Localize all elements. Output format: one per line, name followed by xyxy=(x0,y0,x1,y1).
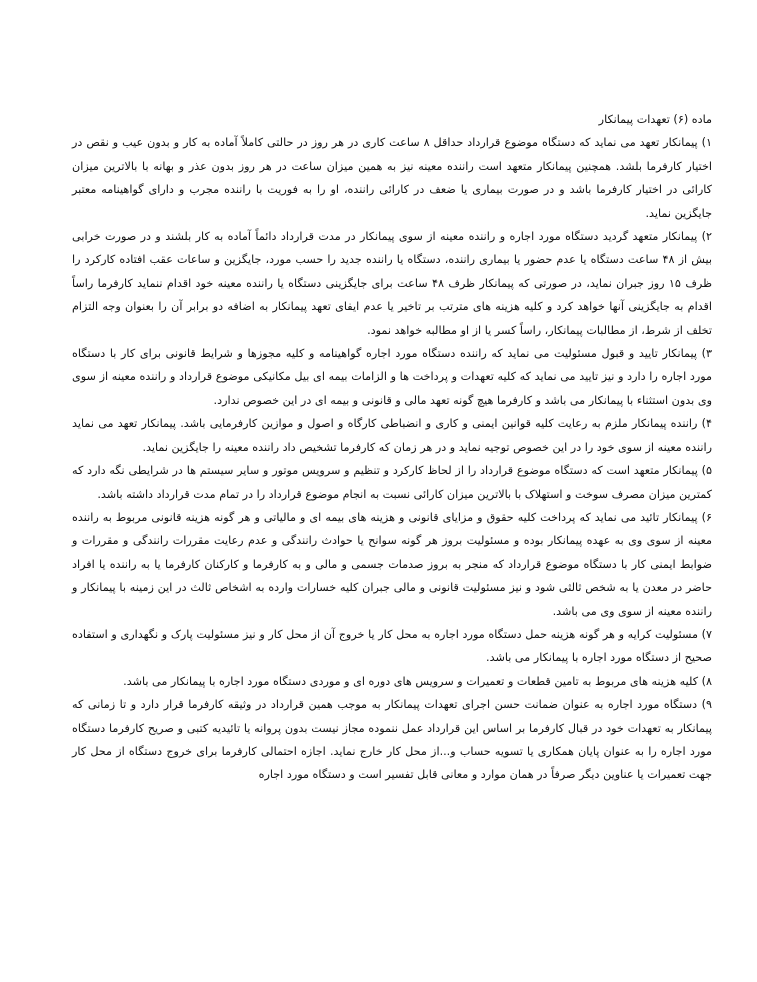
clause-9: ۹) دستگاه مورد اجاره به عنوان ضمانت حسن اجرای تعهدات پیمانکار به موجب همین قرارداد در وثیقه کارفرما قرار دارد و تا زمانی که پیمانکار به تعهدات خود در قبال کارفرما بر اساس این قرارداد عمل ننموده مجاز نیست بدون پروانه یا تائیدیه کتبی و صریح کارفرما دستگاه مورد اجاره را به عنوان پایان همکاری یا تسویه حساب و...از محل کار خارج نماید. اجازه احتمالی کارفرما برای خروج دستگاه از محل کار جهت تعمیرات یا عناوین دیگر صرفاً در همان موارد و معانی قابل تفسیر است و دستگاه مورد اجاره xyxy=(72,698,712,782)
clause-4: ۴) راننده پیمانکار ملزم به رعایت کلیه قوانین ایمنی و کاری و انضباطی کارگاه و اصول و موازین کارفرمایی باشد. پیمانکار تعهد می نماید راننده معینه از سوی خود را در این خصوص توجیه نماید و در هر زمان که کارفرما تشخیص داد راننده معینه را جایگزین نماید. xyxy=(72,417,712,454)
clause-6: ۶) پیمانکار تائید می نماید که پرداخت کلیه حقوق و مزایای قانونی و هزینه های بیمه ای و مالیاتی و هر گونه هزینه قانونی مربوط به راننده معینه از سوی وی به عهده پیمانکار بوده و مسئولیت بروز هر گونه سوانح یا حوادث رانندگی و عدم رعایت مقررات رانندگی و مقررات و ضوابط ایمنی کار با دستگاه موضوع قرارداد که منجر به بروز صدمات جسمی و مالی و به کارفرما و کارکنان کارفرما یا به راننده یا افراد حاضر در معدن یا به شخص ثالثی شود و نیز مسئولیت قانونی و مالی جبران کلیه خسارات وارده به اشخاص ثالث در این زمینه با پیمانکار و راننده معینه از سوی وی می باشد. xyxy=(72,510,712,618)
clause-5: ۵) پیمانکار متعهد است که دستگاه موضوع قرارداد را از لحاظ کارکرد و تنظیم و سرویس موتور و سایر سیستم ها در شرایطی نگه دارد که کمترین میزان مصرف سوخت و استهلاک با بالاترین میزان کارائی نسبت به انجام موضوع قرارداد را در تمام مدت قرارداد داشته باشد. xyxy=(72,464,712,501)
clause-3: ۳) پیمانکار تایید و قبول مسئولیت می نماید که راننده دستگاه مورد اجاره گواهینامه و کلیه مجوزها و شرایط قانونی برای کار با دستگاه مورد اجاره را دارد و نیز تایید می نماید که کلیه تعهدات و پرداخت ها و الزامات بیمه ای بیل مکانیکی موضوع قرارداد و راننده معینه از سوی وی بدون استثناء با پیمانکار می باشد و کارفرما هیچ گونه تعهد مالی و قانونی و بیمه ای در این خصوص ندارد. xyxy=(72,347,712,407)
clause-7: ۷) مسئولیت کرایه و هر گونه هزینه حمل دستگاه مورد اجاره به محل کار یا خروج آن از محل کار و نیز مسئولیت پارک و نگهداری و استفاده صحیح از دستگاه مورد اجاره با پیمانکار می باشد. xyxy=(72,627,712,665)
document-body xyxy=(72,108,712,787)
clause-1: ۱) پیمانکار تعهد می نماید که دستگاه موضوع قرارداد حداقل ۸ ساعت کاری در هر روز در حالتی کاملاً آماده به کار و بدون عیب و نقص در اختیار کارفرما بلشد. همچنین پیمانکار متعهد است راننده معینه نیز به همین میزان ساعت در هر روز بدون عذر و بهانه با بالاترین میزان کارائی در اختیار کارفرما باشد و در صورت بیماری یا ضعف در کارائی راننده، او را به فوریت با راننده مجرب و دارای گواهینامه معتبر جایگزین نماید. xyxy=(72,136,712,220)
clause-2: ۲) پیمانکار متعهد گردید دستگاه مورد اجاره و راننده معینه از سوی پیمانکار در مدت قرارداد دائماً آماده به کار بلشند و در صورت خرابی بیش از ۴۸ ساعت دستگاه یا عدم حضور یا بیماری راننده، دستگاه یا راننده جدید را حسب مورد، جایگزین و ساعات عقب افتاده کارکرد را ظرف ۱۵ روز جبران نماید، در صورتی که پیمانکار ظرف ۴۸ ساعت برای جایگزینی دستگاه یا راننده معینه خود اقدام ننماید کارفرما راساً اقدام به جایگزینی آنها خواهد کرد و کلیه هزینه های مترتب بر تاخیر یا عدم ایفای تعهد پیمانکار به اضافه دو برابر آن را بعنوان وجه التزام تخلف از شرط، از مطالبات پیمانکار، راساً کسر یا از او مطالبه خواهد نمود. xyxy=(72,230,712,337)
article-heading: ماده (۶) تعهدات پیمانکار xyxy=(598,113,712,126)
clause-8: ۸) کلیه هزینه های مربوط به تامین قطعات و تعمیرات و سرویس های دوره ای و موردی دستگاه مورد اجاره با پیمانکار می باشد. xyxy=(123,674,712,688)
